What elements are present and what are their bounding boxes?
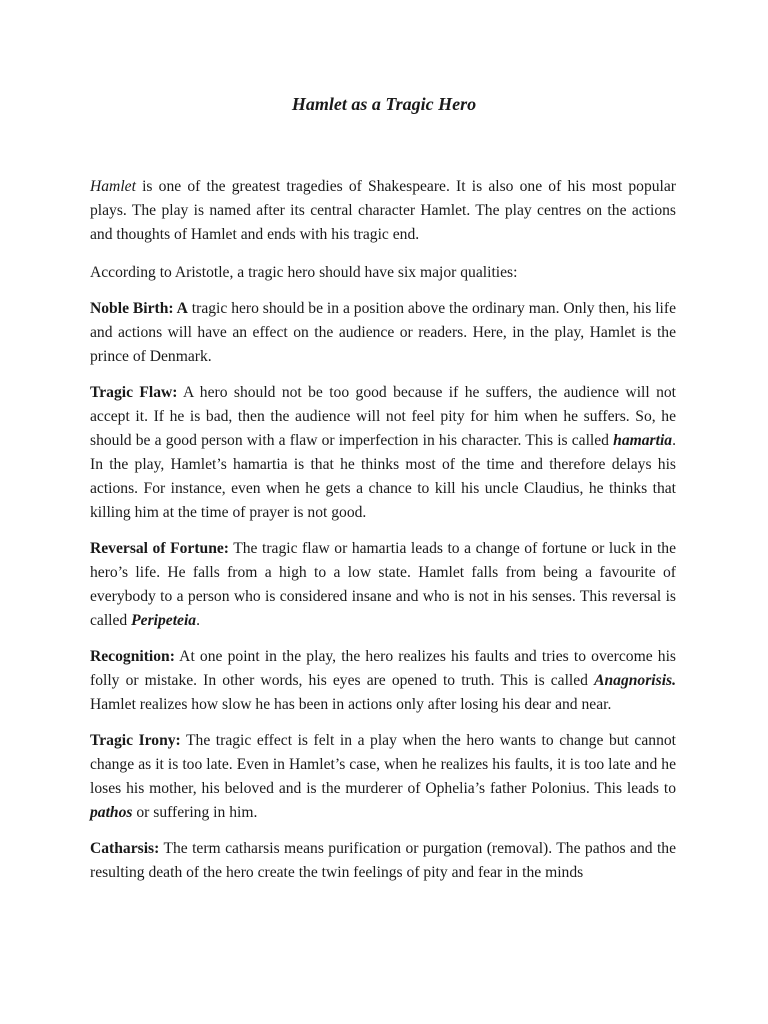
noble-birth-term: Noble Birth: A [90, 300, 188, 317]
irony-text-2: or suffering in him. [132, 804, 258, 821]
document-title: Hamlet as a Tragic Hero [291, 94, 477, 114]
irony-paragraph [90, 729, 676, 825]
reversal-term: Reversal of Fortune: [90, 540, 229, 557]
irony-text-1: The tragic effect is felt in a play when the hero wants to change but cannot change as it is too late. Even in Hamlet’s case, when he realizes his faults, it is too late and he loses his mother, his beloved and is the murderer of Ophelia’s father Polonius. This leads to [90, 732, 676, 797]
intro-text: is one of the greatest tragedies of Shakespeare. It is also one of his most popular plays. The play is named after its central character Hamlet. The play centres on the actions and thoughts of Hamlet and ends with his tragic end. [90, 178, 676, 243]
reversal-paragraph [90, 537, 676, 633]
tragic-flaw-text-1: A hero should not be too good because if he suffers, the audience will not accept it. If he is bad, then the audience will not feel pity for him when he suffers. So, he should be a good person with a flaw or imperfection in his character. This is called [90, 384, 676, 449]
pathos-term: pathos [90, 804, 133, 821]
hamartia-term: hamartia [613, 432, 673, 449]
peripeteia-term: Peripeteia [131, 612, 197, 629]
irony-term: Tragic Irony: [90, 732, 181, 749]
document-body [90, 175, 676, 897]
tragic-flaw-text-2: . In the play, Hamlet’s hamartia is that he thinks most of the time and therefore delays his actions. For instance, even when he gets a chance to kill his uncle Claudius, he thinks that killing him at the time of prayer is not good. [90, 432, 676, 521]
anagnorisis-term: Anagnorisis. [594, 672, 676, 689]
noble-birth-paragraph [90, 297, 676, 369]
reversal-text-2: . [196, 612, 200, 629]
noble-birth-text: tragic hero should be in a position above the ordinary man. Only then, his life and actions will have an effect on the audience or readers. Here, in the play, Hamlet is the prince of Denmark. [90, 300, 676, 365]
tragic-flaw-term: Tragic Flaw: [90, 384, 178, 401]
catharsis-paragraph [90, 837, 676, 885]
intro-paragraph [90, 175, 676, 247]
tragic-flaw-paragraph [90, 381, 676, 525]
aristotle-paragraph: According to Aristotle, a tragic hero should have six major qualities: [90, 264, 518, 281]
intro-italic-title: Hamlet [90, 178, 136, 195]
reversal-text-1: The tragic flaw or hamartia leads to a change of fortune or luck in the hero’s life. He falls from a high to a low state. Hamlet falls from being a favourite of everybody to a person who is considered insane and who is not in his senses. This reversal is called [90, 540, 677, 629]
recognition-text-1: At one point in the play, the hero realizes his faults and tries to overcome his folly or mistake. In other words, his eyes are opened to truth. This is called [90, 648, 676, 689]
catharsis-text: The term catharsis means purification or purgation (removal). The pathos and the resulting death of the hero create the twin feelings of pity and fear in the minds [90, 840, 676, 881]
recognition-term: Recognition: [90, 648, 175, 665]
recognition-text-2: Hamlet realizes how slow he has been in actions only after losing his dear and near. [90, 696, 612, 713]
recognition-paragraph [90, 645, 676, 717]
catharsis-term: Catharsis: [90, 840, 160, 857]
